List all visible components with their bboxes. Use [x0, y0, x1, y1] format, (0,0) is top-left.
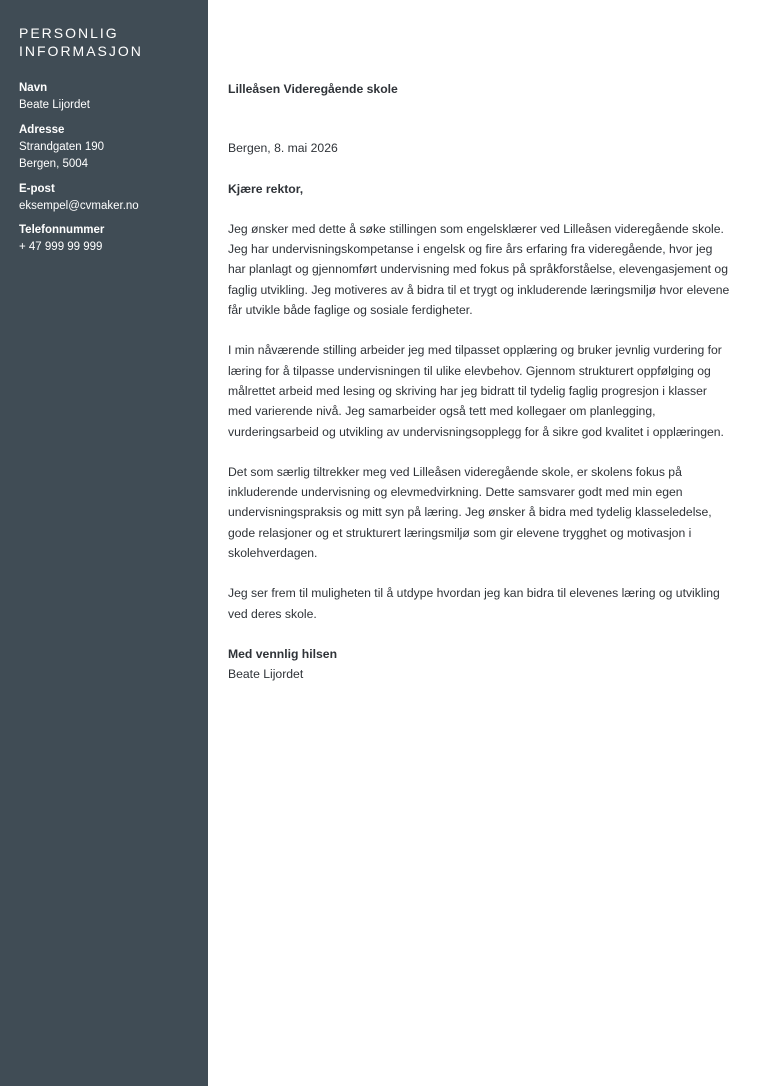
- name-label: Navn: [19, 82, 48, 94]
- recipient-name: Lilleåsen Videregående skole: [228, 82, 398, 96]
- sidebar-heading: [19, 24, 189, 60]
- letter-closing: Med vennlig hilsen: [228, 646, 338, 661]
- letter-paragraph: Det som særlig tiltrekker meg ved Lilleåsen videregående skole, er skolens fokus på inkluderende undervisning og elevmedvirkning. Dette samsvarer godt med min egen undervisningspraksis og mitt syn på læring. Jeg ønsker å bidra med tydelig klasseledelse, gode relasjoner og et strukturert læringsmiljø som gir elevene trygghet og motivasjon i skolehverdagen.: [228, 464, 712, 561]
- email-value: eksempel@cvmaker.no: [19, 199, 139, 212]
- letter-greeting: Kjære rektor,: [228, 181, 304, 196]
- address-label: Adresse: [19, 123, 65, 136]
- phone-value: + 47 999 99 999: [19, 241, 103, 253]
- personal-info-sidebar: [0, 0, 208, 1086]
- address-block: [19, 122, 189, 174]
- phone-label: Telefonnummer: [19, 224, 105, 236]
- letter-signature: Beate Lijordet: [228, 667, 304, 682]
- email-block: [19, 181, 189, 216]
- letter-paragraph: I min nåværende stilling arbeider jeg med tilpasset opplæring og bruker jevnlig vurdering for læring for å tilpasse undervisningen til ulike elevbehov. Gjennom strukturert oppfølging og målrettet arbeid med lesing og skriving har jeg bidratt til tydelig faglig progresjon i klasser med varierende nivå. Jeg samarbeider også tett med kollegaer om planlegging, vurderingsarbeid og utvikling av undervisningsopplegg for å sikre god kvalitet i opplæringen.: [228, 343, 724, 439]
- address-line2: Bergen, 5004: [19, 158, 89, 170]
- address-line1: Strandgaten 190: [19, 140, 105, 153]
- letter-date: Bergen, 8. mai 2026: [228, 141, 338, 156]
- sidebar-heading-line2: INFORMASJON: [19, 43, 143, 59]
- email-label: E-post: [19, 182, 55, 195]
- letter-paragraph: Jeg ser frem til muligheten til å utdype hvordan jeg kan bidra til elevenes læring og utvikling ved deres skole.: [228, 586, 720, 621]
- phone-block: [19, 222, 189, 257]
- name-value: Beate Lijordet: [19, 99, 90, 111]
- letter-paragraph: Jeg ønsker med dette å søke stillingen som engelsklærer ved Lilleåsen videregående skole. Jeg har undervisningskompetanse i engelsk og fire års erfaring fra videregående, hvor jeg har planlagt og gjennomført undervisning med fokus på språkforståelse, elevengasjement og faglig utvikling. Jeg motiveres av å bidra til et trygt og inkluderende læringsmiljø hvor elevene får utvikle både faglige og sosiale ferdigheter.: [228, 221, 730, 318]
- sidebar-heading-line1: PERSONLIG: [19, 25, 119, 41]
- name-block: [19, 80, 189, 115]
- letter-body: [228, 79, 732, 685]
